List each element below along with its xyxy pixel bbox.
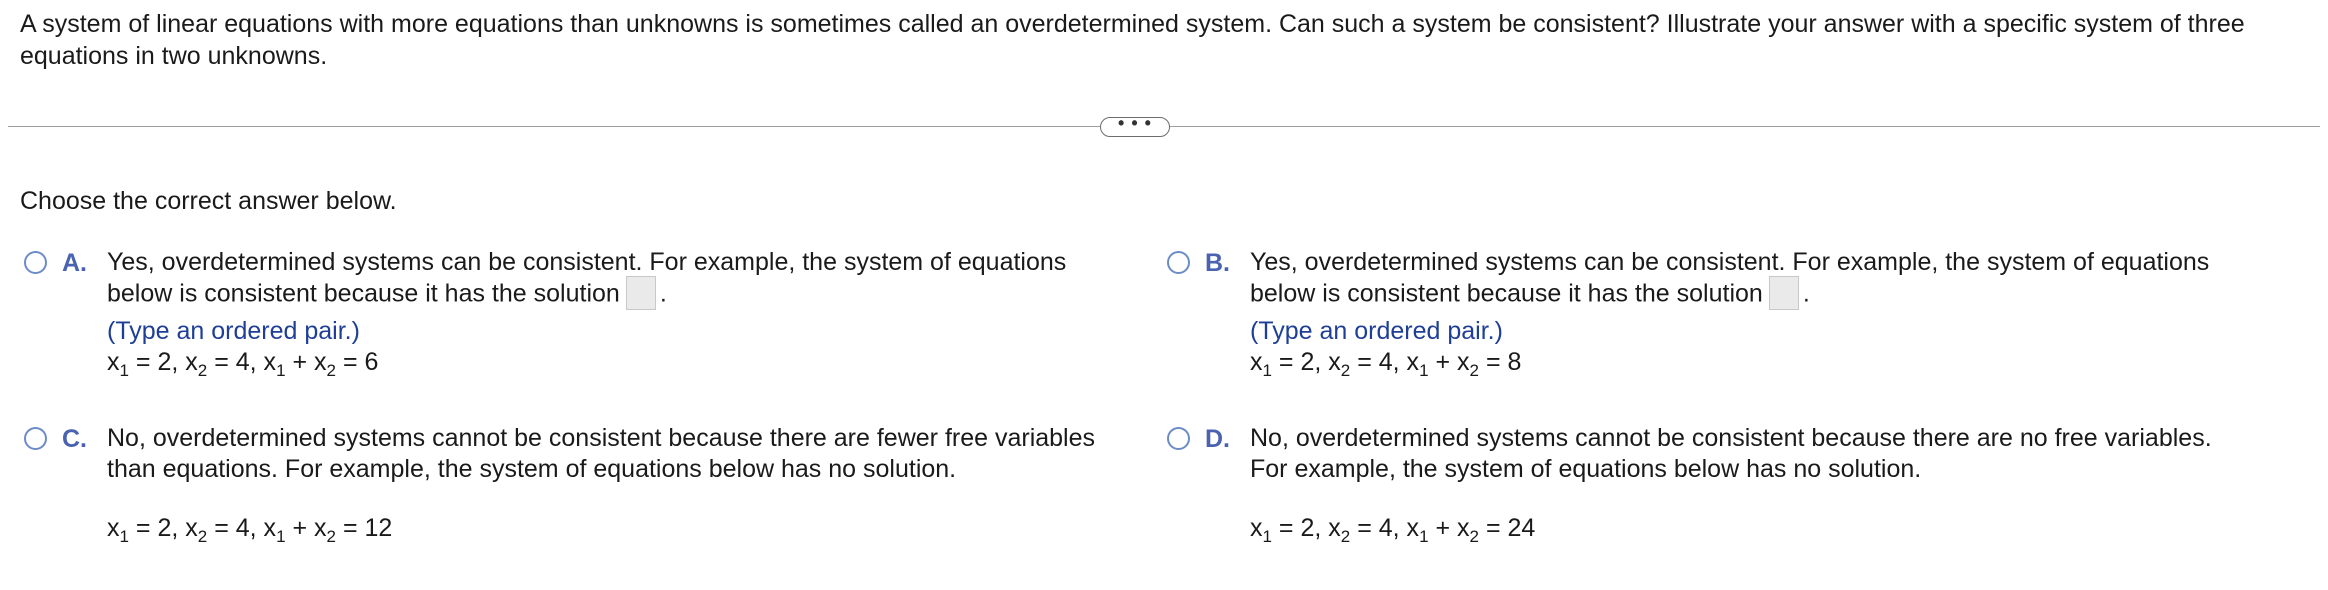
eq-x1-value: 2 [1300,348,1315,376]
eq-sum-value: 12 [364,514,393,542]
answer-hint: (Type an ordered pair.) [1250,317,1503,345]
eq-sum-value: 8 [1507,348,1522,376]
eq-x1-value: 2 [157,514,172,542]
eq-sum-value: 6 [364,348,379,376]
more-options-button[interactable]: • • • [1100,117,1170,137]
eq-x2-value: 4 [1378,348,1393,376]
option-text-line2: below is consistent because it has the solution [1250,279,1763,308]
radio-option-c[interactable] [24,427,47,450]
radio-option-d[interactable] [1167,427,1190,450]
eq-x2-value: 4 [1378,514,1393,542]
option-letter: A. [62,249,87,277]
eq-x2-value: 4 [235,348,250,376]
instruction-text: Choose the correct answer below. [20,187,397,215]
option-letter: C. [62,425,87,453]
option-text-line2: than equations. For example, the system of equations below has no solution. [107,455,957,483]
option-letter: B. [1205,249,1230,277]
question-text: A system of linear equations with more equations than unknowns is sometimes called an overdetermined system. Can such a system be consistent? Illustrate your answer with a specific system of three equations in two unknowns. [20,10,2245,70]
eq-x1-value: 2 [157,348,172,376]
eq-sum-value: 24 [1507,514,1536,542]
option-text-line1: No, overdetermined systems cannot be consistent because there are fewer free variables [107,424,1096,452]
option-text-line1: Yes, overdetermined systems can be consistent. For example, the system of equations [107,248,1067,276]
option-text-line2: For example, the system of equations below has no solution. [1250,455,1922,483]
option-text-line1: Yes, overdetermined systems can be consistent. For example, the system of equations [1250,248,2210,276]
answer-hint: (Type an ordered pair.) [107,317,360,345]
radio-option-a[interactable] [24,251,47,274]
equation-system: $x_1 = 2$, $x_2 = 4$, $x_1 + x_2 = 12$ [107,514,393,546]
equation-system: $x_1 = 2$, $x_2 = 4$, $x_1 + x_2 = 8$ [1250,348,1522,380]
option-text-line1: No, overdetermined systems cannot be consistent because there are no free variables. [1250,424,2212,452]
equation-system: $x_1 = 2$, $x_2 = 4$, $x_1 + x_2 = 24$ [1250,514,1536,546]
option-letter: D. [1205,425,1230,453]
eq-x1-value: 2 [1300,514,1315,542]
answer-input-a[interactable] [626,276,656,310]
option-text-line2: below is consistent because it has the solution [107,279,620,308]
radio-option-b[interactable] [1167,251,1190,274]
eq-x2-value: 4 [235,514,250,542]
equation-system: $x_1 = 2$, $x_2 = 4$, $x_1 + x_2 = 6$ [107,348,379,380]
answer-input-b[interactable] [1769,276,1799,310]
